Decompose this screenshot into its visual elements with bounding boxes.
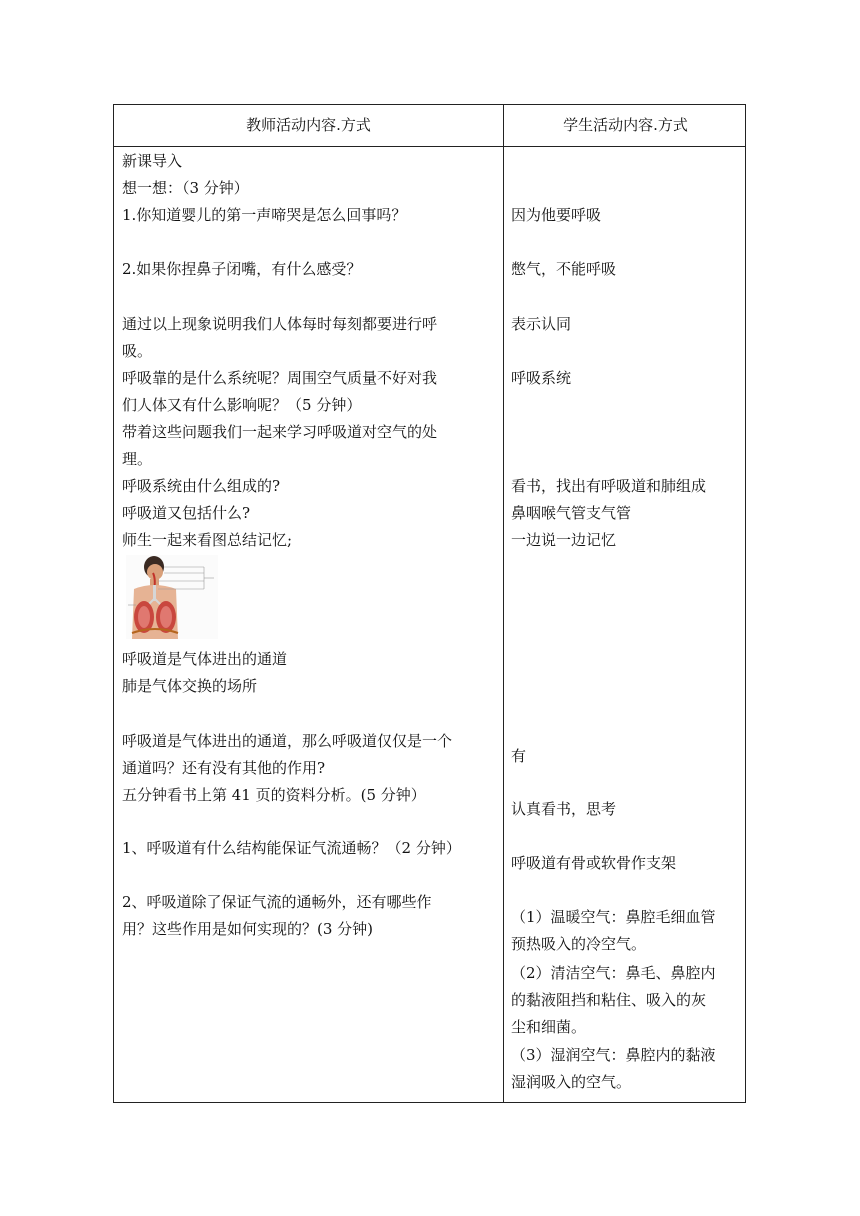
teacher-line: 呼吸靠的是什么系统呢？周围空气质量不好对我 — [122, 369, 438, 387]
header-divider — [114, 146, 745, 147]
student-line: 预热吸入的冷空气。 — [511, 935, 647, 953]
teacher-line: 呼吸道又包括什么? — [122, 504, 251, 522]
lesson-table — [113, 104, 746, 1103]
student-line: 有 — [511, 747, 527, 765]
column-divider — [503, 105, 504, 1102]
teacher-line: 师生一起来看图总结记忆; — [122, 531, 293, 549]
student-line: 因为他要呼吸 — [511, 206, 602, 224]
student-line: 湿润吸入的空气。 — [511, 1073, 632, 1091]
header-student: 学生活动内容.方式 — [563, 116, 688, 134]
teacher-line: 想一想：（3 分钟） — [122, 179, 249, 197]
teacher-line: 用？这些作用是如何实现的？(3 分钟) — [122, 920, 374, 938]
teacher-line: 呼吸系统由什么组成的? — [122, 477, 281, 495]
teacher-line: 吸。 — [122, 342, 153, 360]
teacher-line: 带着这些问题我们一起来学习呼吸道对空气的处 — [122, 423, 438, 441]
student-line: 鼻咽喉气管支气管 — [511, 504, 632, 522]
student-line: 认真看书，思考 — [511, 800, 617, 818]
student-line: 的黏液阻挡和粘住、吸入的灰 — [511, 991, 707, 1009]
teacher-line: 五分钟看书上第 41 页的资料分析。(5 分钟） — [122, 786, 426, 804]
teacher-line: 呼吸道是气体进出的通道 — [122, 650, 288, 668]
teacher-line: 们人体又有什么影响呢？（5 分钟） — [122, 396, 362, 414]
student-line: （1）温暖空气：鼻腔毛细血管 — [511, 908, 716, 926]
student-line: 呼吸系统 — [511, 369, 572, 387]
student-line: 表示认同 — [511, 315, 572, 333]
student-line: （3）湿润空气：鼻腔内的黏液 — [511, 1046, 716, 1064]
teacher-line: 2.如果你捏鼻子闭嘴，有什么感受？ — [122, 260, 362, 278]
teacher-line: 1、呼吸道有什么结构能保证气流通畅？（2 分钟） — [122, 839, 461, 857]
student-line: 一边说一边记忆 — [511, 531, 617, 549]
teacher-line: 肺是气体交换的场所 — [122, 677, 258, 695]
student-line: 看书，找出有呼吸道和肺组成 — [511, 477, 707, 495]
respiratory-system-figure — [126, 555, 218, 639]
student-line: 呼吸道有骨或软骨作支架 — [511, 854, 677, 872]
student-line: （2）清洁空气：鼻毛、鼻腔内 — [511, 964, 716, 982]
teacher-line: 呼吸道是气体进出的通道，那么呼吸道仅仅是一个 — [122, 732, 453, 750]
teacher-line: 1.你知道婴儿的第一声啼哭是怎么回事吗？ — [122, 206, 407, 224]
teacher-line: 新课导入 — [122, 152, 183, 170]
teacher-line: 通过以上现象说明我们人体每时每刻都要进行呼 — [122, 315, 438, 333]
student-line: 憋气，不能呼吸 — [511, 260, 617, 278]
header-teacher: 教师活动内容.方式 — [246, 116, 371, 134]
teacher-line: 2、呼吸道除了保证气流的通畅外，还有哪些作 — [122, 893, 432, 911]
teacher-line: 理。 — [122, 450, 153, 468]
teacher-line: 通道吗？还有没有其他的作用? — [122, 759, 326, 777]
student-line: 尘和细菌。 — [511, 1018, 587, 1036]
